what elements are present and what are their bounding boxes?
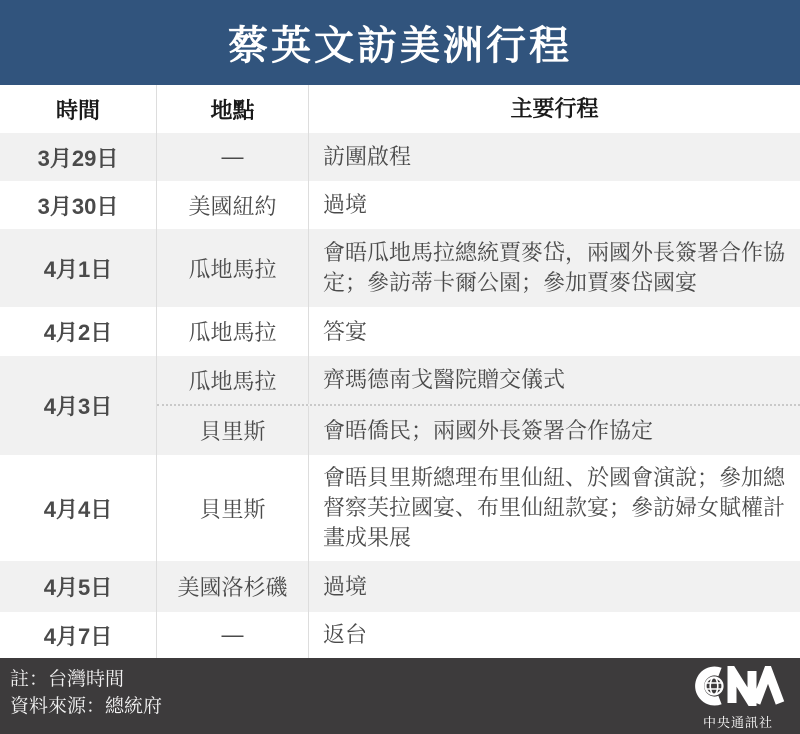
table-row xyxy=(0,561,800,612)
row-location: 美國洛杉磯 xyxy=(156,561,308,612)
footer-note: 註：台灣時間 xyxy=(10,669,125,690)
table-row xyxy=(0,455,800,561)
row-date: 3月30日 xyxy=(37,193,119,219)
row-itinerary: 答宴 xyxy=(308,307,800,356)
header-location: 地點 xyxy=(156,85,308,133)
footer-notes xyxy=(10,666,162,720)
page-title: 蔡英文訪美洲行程 xyxy=(228,24,572,68)
cna-logo xyxy=(690,666,786,731)
row-itinerary: 訪團啟程 xyxy=(308,133,800,181)
row-itinerary: 會晤僑民；兩國外長簽署合作協定 xyxy=(308,406,800,455)
row-date: 4月3日 xyxy=(43,394,113,419)
sub-row xyxy=(157,356,800,404)
row-itinerary: 會晤瓜地馬拉總統賈麥岱，兩國外長簽署合作協定；參訪蒂卡爾公園；參加賈麥岱國宴 xyxy=(308,229,800,307)
header-itinerary: 主要行程 xyxy=(308,85,800,133)
row-location: 瓜地馬拉 xyxy=(188,368,277,394)
table-row xyxy=(0,307,800,356)
footer-source: 資料來源：總統府 xyxy=(10,696,163,717)
row-date: 4月7日 xyxy=(43,623,113,649)
split-subrows xyxy=(156,356,800,455)
row-date: 4月4日 xyxy=(43,496,113,522)
table-row xyxy=(0,612,800,658)
row-location: — xyxy=(156,612,308,658)
row-itinerary: 會晤貝里斯總理布里仙紐、於國會演說；參加總督察芙拉國宴、布里仙紐款宴；參訪婦女賦權計畫成果展 xyxy=(308,455,800,561)
row-location: 瓜地馬拉 xyxy=(156,307,308,356)
cna-logo-icon xyxy=(690,666,786,711)
row-date: 4月1日 xyxy=(43,256,113,282)
table-header-row xyxy=(0,85,800,133)
row-date: 3月29日 xyxy=(37,145,119,171)
row-location: 瓜地馬拉 xyxy=(156,229,308,307)
footer-bar xyxy=(0,658,800,734)
sub-row xyxy=(157,404,800,455)
row-date: 4月2日 xyxy=(43,320,113,345)
table-row xyxy=(0,133,800,181)
row-location: 貝里斯 xyxy=(156,455,308,561)
table-row-split xyxy=(0,356,800,455)
title-bar xyxy=(0,0,800,85)
row-itinerary: 齊瑪德南戈醫院贈交儀式 xyxy=(308,356,800,404)
table-row xyxy=(0,181,800,229)
header-time: 時間 xyxy=(55,97,100,123)
row-itinerary: 過境 xyxy=(308,561,800,612)
itinerary-table xyxy=(0,85,800,658)
row-date: 4月5日 xyxy=(43,575,113,600)
row-location: — xyxy=(156,133,308,181)
row-itinerary: 返台 xyxy=(308,612,800,658)
row-itinerary: 過境 xyxy=(308,181,800,229)
row-location: 貝里斯 xyxy=(199,419,266,444)
cna-logo-label: 中央通訊社 xyxy=(702,715,773,730)
table-row xyxy=(0,229,800,307)
row-location: 美國紐約 xyxy=(156,181,308,229)
